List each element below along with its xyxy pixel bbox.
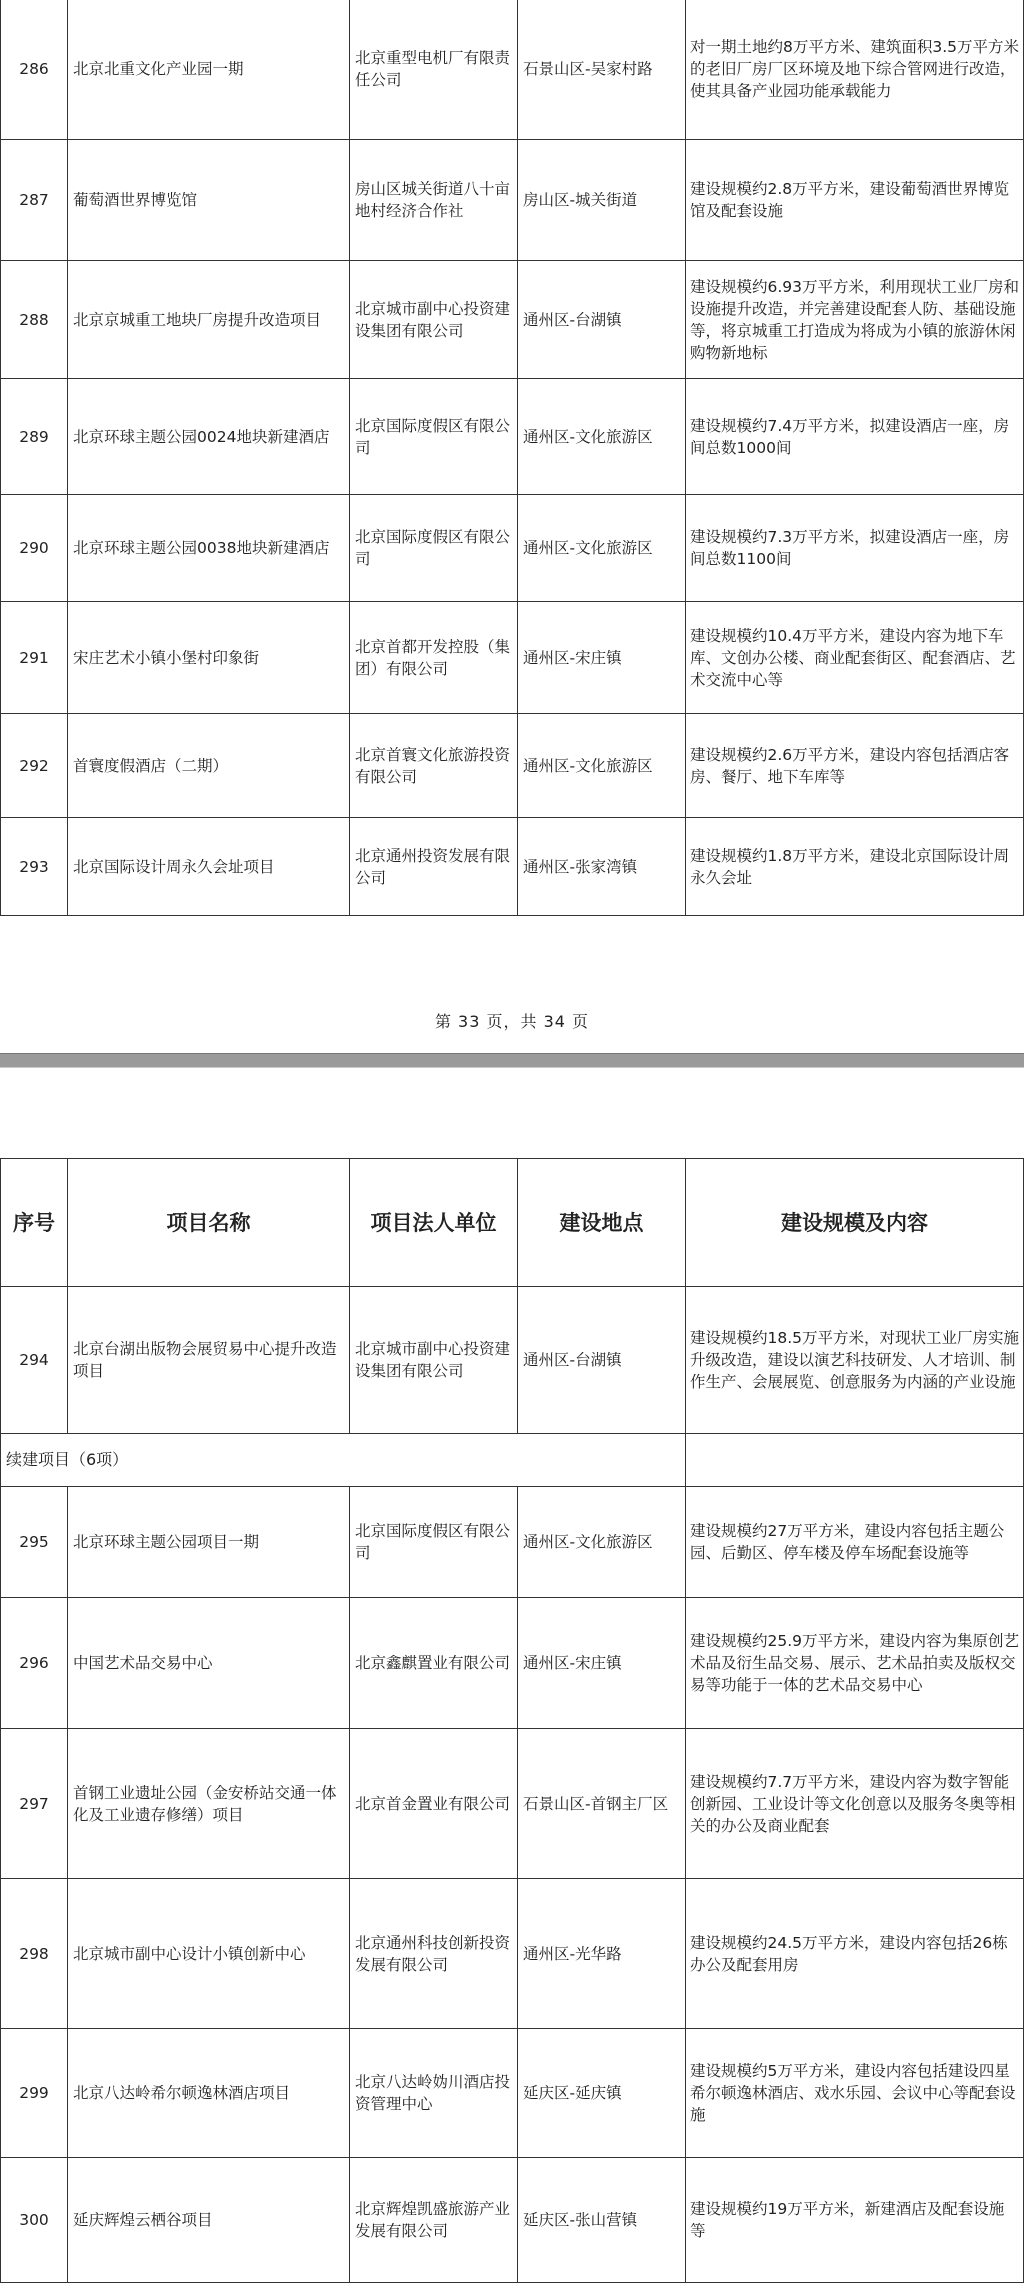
table-row: [1, 0, 1024, 140]
project-name: 延庆辉煌云栖谷项目: [68, 2158, 350, 2283]
project-location: 延庆区-延庆镇: [518, 2029, 686, 2158]
table-row: [1, 1287, 1024, 1434]
project-content: 建设规模约10.4万平方米，建设内容为地下车库、文创办公楼、商业配套街区、配套酒店、艺术交流中心等: [686, 602, 1024, 714]
project-unit: 北京国际度假区有限公司: [350, 1487, 518, 1598]
row-number: 290: [1, 495, 68, 602]
project-location: 石景山区-吴家村路: [518, 0, 686, 140]
section-empty-cell: [686, 1434, 1024, 1487]
project-content: 建设规模约24.5万平方米，建设内容包括26栋办公及配套用房: [686, 1879, 1024, 2029]
table-row: [1, 261, 1024, 379]
row-number: 289: [1, 379, 68, 495]
project-unit: 北京八达岭妫川酒店投资管理中心: [350, 2029, 518, 2158]
project-location: 通州区-台湖镇: [518, 1287, 686, 1434]
project-content: 建设规模约1.8万平方米，建设北京国际设计周永久会址: [686, 818, 1024, 916]
table-row: [1, 2158, 1024, 2283]
project-location: 通州区-文化旅游区: [518, 1487, 686, 1598]
project-content: 建设规模约7.4万平方米，拟建设酒店一座，房间总数1000间: [686, 379, 1024, 495]
project-location: 通州区-宋庄镇: [518, 1598, 686, 1729]
section-heading: 续建项目（6项）: [1, 1434, 686, 1487]
project-content: 建设规模约7.3万平方米，拟建设酒店一座，房间总数1100间: [686, 495, 1024, 602]
project-content: 建设规模约27万平方米，建设内容包括主题公园、后勤区、停车楼及停车场配套设施等: [686, 1487, 1024, 1598]
row-number: 292: [1, 714, 68, 818]
project-name: 北京环球主题公园0024地块新建酒店: [68, 379, 350, 495]
project-location: 通州区-台湖镇: [518, 261, 686, 379]
project-unit: 北京辉煌凯盛旅游产业发展有限公司: [350, 2158, 518, 2283]
project-name: 北京国际设计周永久会址项目: [68, 818, 350, 916]
project-unit: 北京通州投资发展有限公司: [350, 818, 518, 916]
project-name: 北京环球主题公园项目一期: [68, 1487, 350, 1598]
row-number: 297: [1, 1729, 68, 1879]
table-row: [1, 1487, 1024, 1598]
project-name: 葡萄酒世界博览馆: [68, 140, 350, 261]
row-number: 294: [1, 1287, 68, 1434]
table-row: [1, 818, 1024, 916]
project-location: 通州区-光华路: [518, 1879, 686, 2029]
table-header-row: [1, 1159, 1024, 1287]
header-location: 建设地点: [518, 1159, 686, 1287]
project-unit: 北京重型电机厂有限责任公司: [350, 0, 518, 140]
project-unit: 北京首都开发控股（集团）有限公司: [350, 602, 518, 714]
document-page-33: [0, 0, 1024, 1053]
row-number: 291: [1, 602, 68, 714]
document-page-34: [0, 1068, 1024, 2292]
project-unit: 房山区城关街道八十亩地村经济合作社: [350, 140, 518, 261]
project-name: 北京台湖出版物会展贸易中心提升改造项目: [68, 1287, 350, 1434]
table-row: [1, 1598, 1024, 1729]
project-location: 石景山区-首钢主厂区: [518, 1729, 686, 1879]
project-content: 建设规模约2.8万平方米，建设葡萄酒世界博览馆及配套设施: [686, 140, 1024, 261]
header-content: 建设规模及内容: [686, 1159, 1024, 1287]
project-location: 通州区-宋庄镇: [518, 602, 686, 714]
project-content: 建设规模约7.7万平方米，建设内容为数字智能创新园、工业设计等文化创意以及服务冬奥等相关的办公及商业配套: [686, 1729, 1024, 1879]
project-location: 通州区-张家湾镇: [518, 818, 686, 916]
row-number: 298: [1, 1879, 68, 2029]
project-unit: 北京首寰文化旅游投资有限公司: [350, 714, 518, 818]
project-name: 首寰度假酒店（二期）: [68, 714, 350, 818]
page-divider: [0, 1053, 1024, 1068]
project-name: 中国艺术品交易中心: [68, 1598, 350, 1729]
table-row: [1, 602, 1024, 714]
project-content: 建设规模约19万平方米，新建酒店及配套设施等: [686, 2158, 1024, 2283]
page-footer: 第 33 页，共 34 页: [434, 1012, 590, 1031]
project-unit: 北京通州科技创新投资发展有限公司: [350, 1879, 518, 2029]
project-table-page-34: [0, 1158, 1024, 2283]
table-row: [1, 2029, 1024, 2158]
project-location: 通州区-文化旅游区: [518, 495, 686, 602]
project-location: 通州区-文化旅游区: [518, 714, 686, 818]
project-name: 北京北重文化产业园一期: [68, 0, 350, 140]
row-number: 295: [1, 1487, 68, 1598]
table-row: [1, 1729, 1024, 1879]
project-content: 建设规模约18.5万平方米，对现状工业厂房实施升级改造，建设以演艺科技研发、人才培训、制作生产、会展展览、创意服务为内涵的产业设施: [686, 1287, 1024, 1434]
project-content: 建设规模约6.93万平方米，利用现状工业厂房和设施提升改造，并完善建设配套人防、基础设施等，将京城重工打造成为将成为小镇的旅游休闲购物新地标: [686, 261, 1024, 379]
project-unit: 北京鑫麒置业有限公司: [350, 1598, 518, 1729]
row-number: 300: [1, 2158, 68, 2283]
table-row: [1, 140, 1024, 261]
project-location: 房山区-城关街道: [518, 140, 686, 261]
header-project-unit: 项目法人单位: [350, 1159, 518, 1287]
row-number: 293: [1, 818, 68, 916]
project-unit: 北京国际度假区有限公司: [350, 495, 518, 602]
row-number: 299: [1, 2029, 68, 2158]
project-content: 建设规模约5万平方米，建设内容包括建设四星希尔顿逸林酒店、戏水乐园、会议中心等配套设施: [686, 2029, 1024, 2158]
project-name: 首钢工业遗址公园（金安桥站交通一体化及工业遗存修缮）项目: [68, 1729, 350, 1879]
project-location: 通州区-文化旅游区: [518, 379, 686, 495]
header-number: 序号: [1, 1159, 68, 1287]
project-unit: 北京首金置业有限公司: [350, 1729, 518, 1879]
project-name: 北京环球主题公园0038地块新建酒店: [68, 495, 350, 602]
row-number: 287: [1, 140, 68, 261]
project-table-page-33: [0, 0, 1024, 916]
project-content: 对一期土地约8万平方米、建筑面积3.5万平方米的老旧厂房厂区环境及地下综合管网进行改造，使其具备产业园功能承载能力: [686, 0, 1024, 140]
project-content: 建设规模约2.6万平方米，建设内容包括酒店客房、餐厅、地下车库等: [686, 714, 1024, 818]
table-row: [1, 714, 1024, 818]
header-project-name: 项目名称: [68, 1159, 350, 1287]
table-row: [1, 495, 1024, 602]
project-unit: 北京城市副中心投资建设集团有限公司: [350, 1287, 518, 1434]
project-name: 北京京城重工地块厂房提升改造项目: [68, 261, 350, 379]
project-name: 北京八达岭希尔顿逸林酒店项目: [68, 2029, 350, 2158]
row-number: 286: [1, 0, 68, 140]
project-location: 延庆区-张山营镇: [518, 2158, 686, 2283]
table-row: [1, 1879, 1024, 2029]
row-number: 288: [1, 261, 68, 379]
project-unit: 北京国际度假区有限公司: [350, 379, 518, 495]
project-name: 北京城市副中心设计小镇创新中心: [68, 1879, 350, 2029]
project-content: 建设规模约25.9万平方米，建设内容为集原创艺术品及衍生品交易、展示、艺术品拍卖及版权交易等功能于一体的艺术品交易中心: [686, 1598, 1024, 1729]
section-row: [1, 1434, 1024, 1487]
table-row: [1, 379, 1024, 495]
row-number: 296: [1, 1598, 68, 1729]
project-name: 宋庄艺术小镇小堡村印象街: [68, 602, 350, 714]
project-unit: 北京城市副中心投资建设集团有限公司: [350, 261, 518, 379]
